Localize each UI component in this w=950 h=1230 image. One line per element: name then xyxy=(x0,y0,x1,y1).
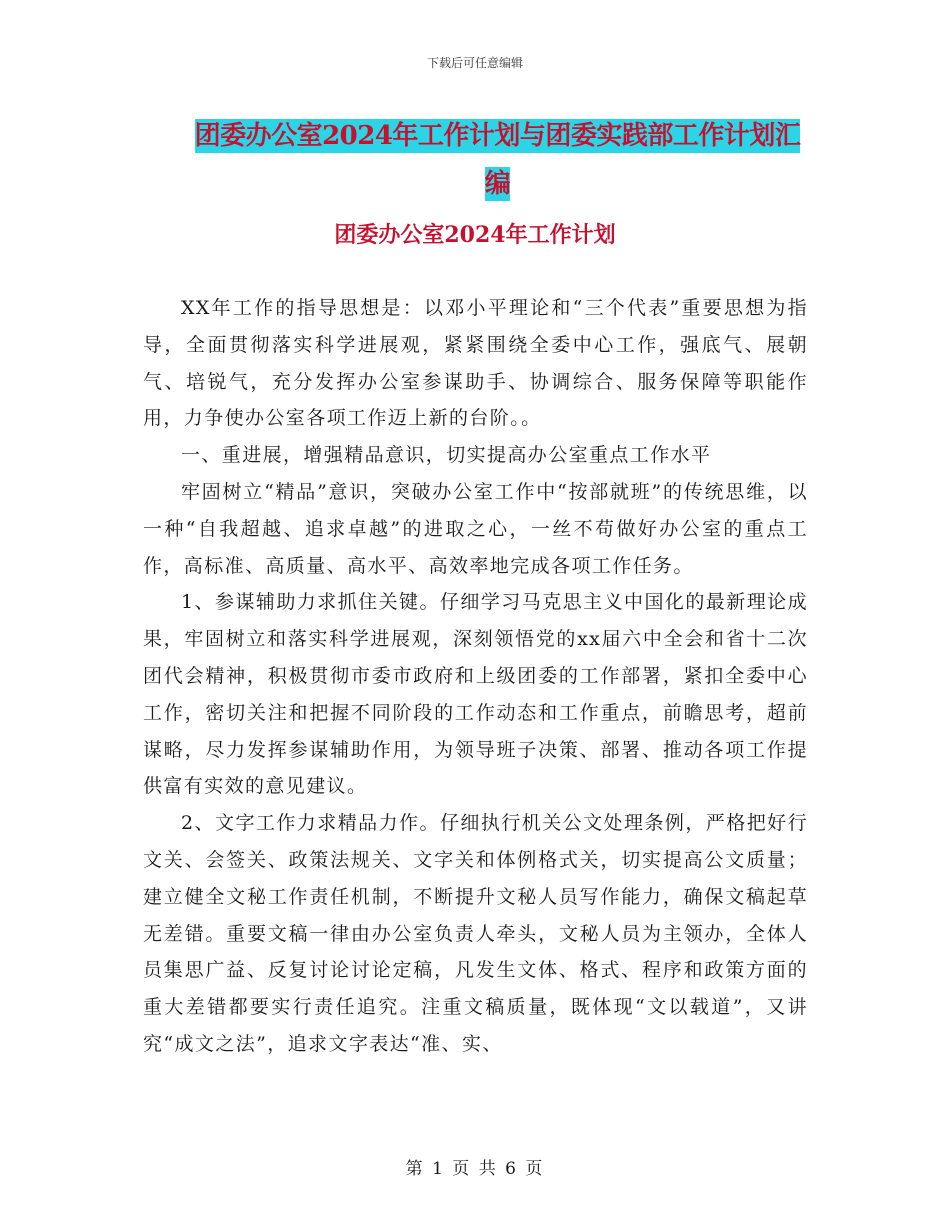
paragraph-quality-awareness: 牢固树立“精品”意识，突破办公室工作中“按部就班”的传统思维，以一种“自我超越、追求卓越”的进取之心，一丝不苟做好办公室的重点工作，高标准、高质量、高水平、高效率地完成各项工作任务。 xyxy=(143,480,808,577)
page-footer: 第 1 页 共 6 页 xyxy=(405,1159,545,1179)
document-body xyxy=(143,290,808,1063)
paragraph-heading-1: 一、重进展，增强精品意识，切实提高办公室重点工作水平 xyxy=(181,444,712,467)
section-title: 团委办公室2024年工作计划 xyxy=(334,222,616,248)
paragraph-guiding-thought: XX年工作的指导思想是：以邓小平理论和“三个代表”重要思想为指导，全面贯彻落实科学进展观，紧紧围绕全委中心工作，强底气、展朝气、培锐气，充分发挥办公室参谋助手、协调综合、服务保障等职能作用，力争使办公室各项工作迈上新的台阶。。 xyxy=(143,297,808,430)
paragraph-item-1: 1、参谋辅助力求抓住关键。仔细学习马克思主义中国化的最新理论成果，牢固树立和落实科学进展观，深刻领悟党的xx届六中全会和省十二次团代会精神，积极贯彻市委市政府和上级团委的工作部署，紧扣全委中心工作，密切关注和把握不同阶段的工作动态和工作重点，前瞻思考，超前谋略，尽力发挥参谋辅助作用，为领导班子决策、部署、推动各项工作提供富有实效的意见建议。 xyxy=(143,591,808,798)
paragraph-item-2: 2、文字工作力求精品力作。仔细执行机关公文处理条例，严格把好行文关、会签关、政策法规关、文字关和体例格式关，切实提高公文质量；建立健全文秘工作责任机制，不断提升文秘人员写作能力，确保文稿起草无差错。重要文稿一律由办公室负责人牵头，文秘人员为主领办，全体人员集思广益、反复讨论讨论定稿，凡发生文体、格式、程序和政策方面的重大差错都要实行责任追究。注重文稿质量，既体现“文以载道”，又讲究“成文之法”，追求文字表达“准、实、 xyxy=(143,812,808,1055)
document-title-text: 团委办公室2024年工作计划与团委实践部工作计划汇编 xyxy=(194,121,801,199)
document-title xyxy=(185,112,810,208)
header-note: 下载后可任意编辑 xyxy=(426,56,523,70)
